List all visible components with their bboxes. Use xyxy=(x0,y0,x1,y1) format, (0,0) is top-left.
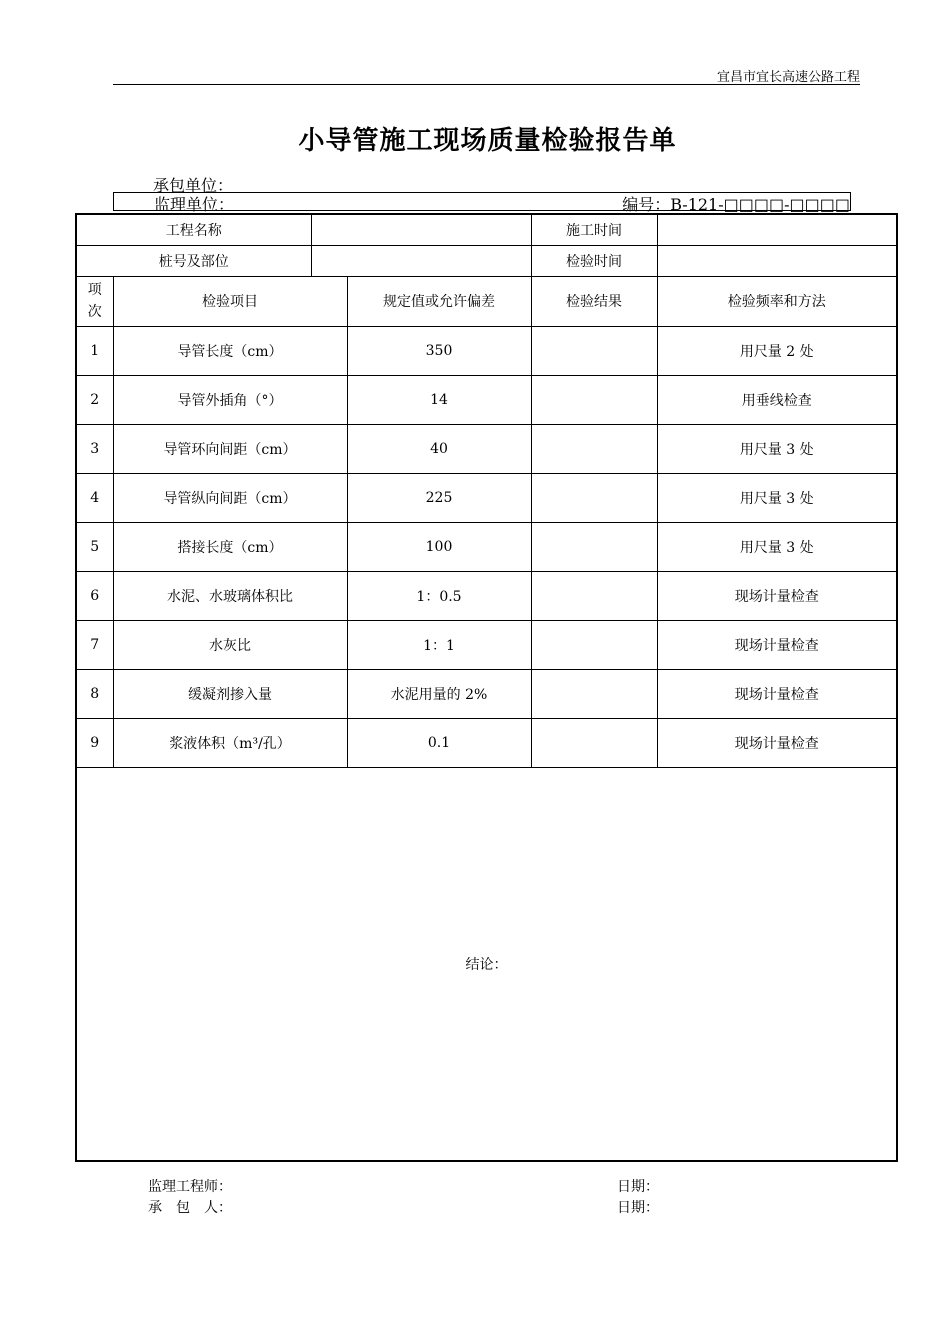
page-title: 小导管施工现场质量检验报告单 xyxy=(298,126,677,156)
project-name-value[interactable] xyxy=(311,214,531,245)
info-row-project xyxy=(76,214,897,245)
row-result[interactable] xyxy=(531,669,657,718)
col-spec-header: 规定值或允许偏差 xyxy=(347,276,531,326)
engineer-date-label: 日期： xyxy=(617,1179,659,1195)
row-item: 导管长度（cm） xyxy=(113,326,347,375)
row-result[interactable] xyxy=(531,620,657,669)
row-method: 现场计量检查 xyxy=(657,571,897,620)
header-rule xyxy=(113,84,860,85)
row-result[interactable] xyxy=(531,522,657,571)
conclusion-row xyxy=(76,767,897,1161)
column-header-row xyxy=(76,276,897,326)
row-item: 浆液体积（m³/孔） xyxy=(113,718,347,767)
inspection-time-value[interactable] xyxy=(657,245,897,276)
row-method: 现场计量检查 xyxy=(657,669,897,718)
row-spec: 14 xyxy=(347,375,531,424)
row-method: 现场计量检查 xyxy=(657,718,897,767)
row-method: 用尺量 3 处 xyxy=(657,473,897,522)
col-result-header: 检验结果 xyxy=(531,276,657,326)
row-spec: 0.1 xyxy=(347,718,531,767)
conclusion-label: 结论： xyxy=(465,956,508,973)
row-item: 缓凝剂掺入量 xyxy=(113,669,347,718)
row-result[interactable] xyxy=(531,473,657,522)
row-item: 导管外插角（°） xyxy=(113,375,347,424)
row-method: 用尺量 3 处 xyxy=(657,522,897,571)
row-result[interactable] xyxy=(531,718,657,767)
col-method-header: 检验频率和方法 xyxy=(657,276,897,326)
row-result[interactable] xyxy=(531,571,657,620)
row-no: 2 xyxy=(76,375,113,424)
supervisor-label: 监理单位： xyxy=(154,195,235,214)
row-item: 导管纵向间距（cm） xyxy=(113,473,347,522)
col-no-header: 项次 xyxy=(76,276,113,326)
row-result[interactable] xyxy=(531,326,657,375)
row-no: 7 xyxy=(76,620,113,669)
header-project-name: 宜昌市宜长高速公路工程 xyxy=(716,70,860,85)
table-row xyxy=(76,375,897,424)
row-spec: 1：1 xyxy=(347,620,531,669)
row-spec: 40 xyxy=(347,424,531,473)
project-name-label: 工程名称 xyxy=(76,214,311,245)
row-no: 3 xyxy=(76,424,113,473)
row-no: 1 xyxy=(76,326,113,375)
row-no: 5 xyxy=(76,522,113,571)
row-spec: 350 xyxy=(347,326,531,375)
table-row xyxy=(76,571,897,620)
supervisor-box xyxy=(113,192,851,214)
row-item: 水泥、水玻璃体积比 xyxy=(113,571,347,620)
table-row xyxy=(76,669,897,718)
engineer-label: 监理工程师： xyxy=(148,1179,232,1195)
row-result[interactable] xyxy=(531,424,657,473)
row-item: 导管环向间距（cm） xyxy=(113,424,347,473)
table-row xyxy=(76,424,897,473)
info-row-station xyxy=(76,245,897,276)
construction-time-label: 施工时间 xyxy=(531,214,657,245)
row-no: 6 xyxy=(76,571,113,620)
inspection-time-label: 检验时间 xyxy=(531,245,657,276)
table-row xyxy=(76,620,897,669)
table-row xyxy=(76,522,897,571)
station-value[interactable] xyxy=(311,245,531,276)
row-spec: 225 xyxy=(347,473,531,522)
contractor-person-label: 承 包 人： xyxy=(148,1200,232,1216)
inspection-table xyxy=(75,213,898,1162)
row-method: 用尺量 3 处 xyxy=(657,424,897,473)
row-method: 现场计量检查 xyxy=(657,620,897,669)
contractor-label: 承包单位： xyxy=(153,176,234,195)
row-no: 8 xyxy=(76,669,113,718)
row-item: 水灰比 xyxy=(113,620,347,669)
row-item: 搭接长度（cm） xyxy=(113,522,347,571)
table-row xyxy=(76,326,897,375)
code-number: 编号：B-121-□□□□-□□□□ xyxy=(622,195,850,214)
contractor-date-label: 日期： xyxy=(617,1200,659,1216)
row-spec: 水泥用量的 2% xyxy=(347,669,531,718)
row-result[interactable] xyxy=(531,375,657,424)
row-no: 9 xyxy=(76,718,113,767)
row-spec: 100 xyxy=(347,522,531,571)
table-row xyxy=(76,473,897,522)
station-label: 桩号及部位 xyxy=(76,245,311,276)
row-method: 用垂线检查 xyxy=(657,375,897,424)
table-row xyxy=(76,718,897,767)
conclusion-area[interactable] xyxy=(76,767,897,1161)
row-no: 4 xyxy=(76,473,113,522)
row-method: 用尺量 2 处 xyxy=(657,326,897,375)
row-spec: 1：0.5 xyxy=(347,571,531,620)
col-item-header: 检验项目 xyxy=(113,276,347,326)
construction-time-value[interactable] xyxy=(657,214,897,245)
